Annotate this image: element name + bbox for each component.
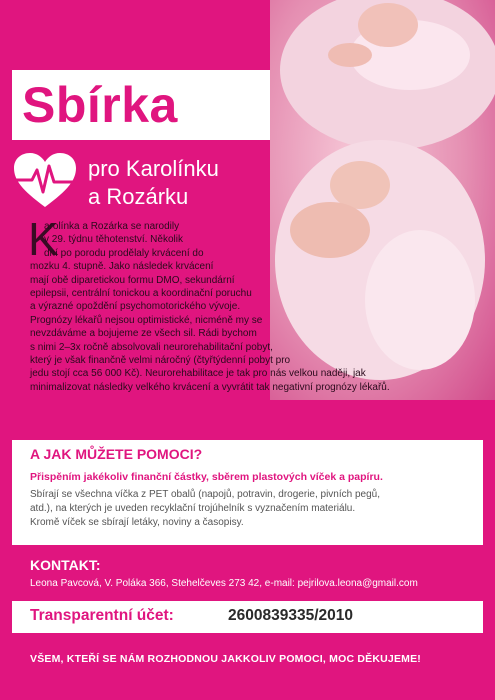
story-line: v 29. týdnu těhotenství. Několik — [44, 234, 183, 246]
subtitle-line-2: a Rozárku — [88, 184, 189, 209]
story-line: mozku 4. stupně. Jako následek krvácení — [30, 261, 214, 273]
help-text: Sbírají se všechna víčka z PET obalů (napojů, potravin, drogerie, pivních pegů, atd.), na kterých je uveden recyklační trojúhelník s vyznačením materiálu. Kromě víček se sbírají letáky, noviny a časopisy. — [30, 489, 381, 528]
story-line: arolínka a Rozárka se narodily — [44, 221, 180, 232]
story-line: minimalizovat následky velkého krvácení a vyvrátit tak negativní prognózy lékařů. — [30, 381, 390, 393]
story-line: s nimi 2–3x ročně absolvovali neurorehabilitační pobyt, — [30, 341, 273, 353]
story-line: nevzdáváme a bojujeme ze všech sil. Rádi bychom — [30, 328, 257, 340]
story-line: epilepsii, centrální tonickou a koordinační poruchu — [30, 288, 252, 300]
subtitle-line-1: pro Karolínku — [88, 156, 219, 181]
account-label: Transparentní účet: — [30, 607, 174, 624]
contact-title: KONTAKT: — [30, 557, 101, 573]
contact-text: Leona Pavcová, V. Poláka 366, Stehelčeves 273 42, e-mail: pejrilova.leona@gmail.com — [30, 578, 418, 589]
story-line: který je však finančně velmi náročný (čtyřtýdenní pobyt pro — [30, 355, 291, 367]
account-number: 2600839335/2010 — [228, 607, 353, 624]
story-text — [30, 220, 460, 394]
story-line: Prognózy lékařů nejsou optimistické, nicméně my se — [30, 314, 263, 326]
story-line: a výrazné opoždění psychomotorického vývoje. — [30, 301, 241, 313]
help-title: A JAK MŮŽETE POMOCI? — [30, 446, 203, 462]
help-summary: Přispěním jakékoliv finanční částky, sběrem plastových víček a papíru. — [30, 471, 383, 483]
story-dropcap: K — [28, 213, 59, 265]
story-line: mají obě diparetickou formu DMO, sekundární — [30, 274, 235, 286]
story-line: jedu stojí cca 56 000 Kč). Neurorehabilitace je tak pro nás velkou naději, jak — [30, 368, 366, 380]
page-title: Sbírka — [22, 77, 178, 133]
story-line: dní po porodu prodělaly krvácení do — [44, 247, 204, 259]
subtitle — [88, 155, 219, 211]
heart-pulse-icon — [12, 152, 78, 210]
thanks-text: VŠEM, KTEŘÍ SE NÁM ROZHODNOU JAKKOLIV POMOCI, MOC DĚKUJEME! — [30, 653, 421, 665]
